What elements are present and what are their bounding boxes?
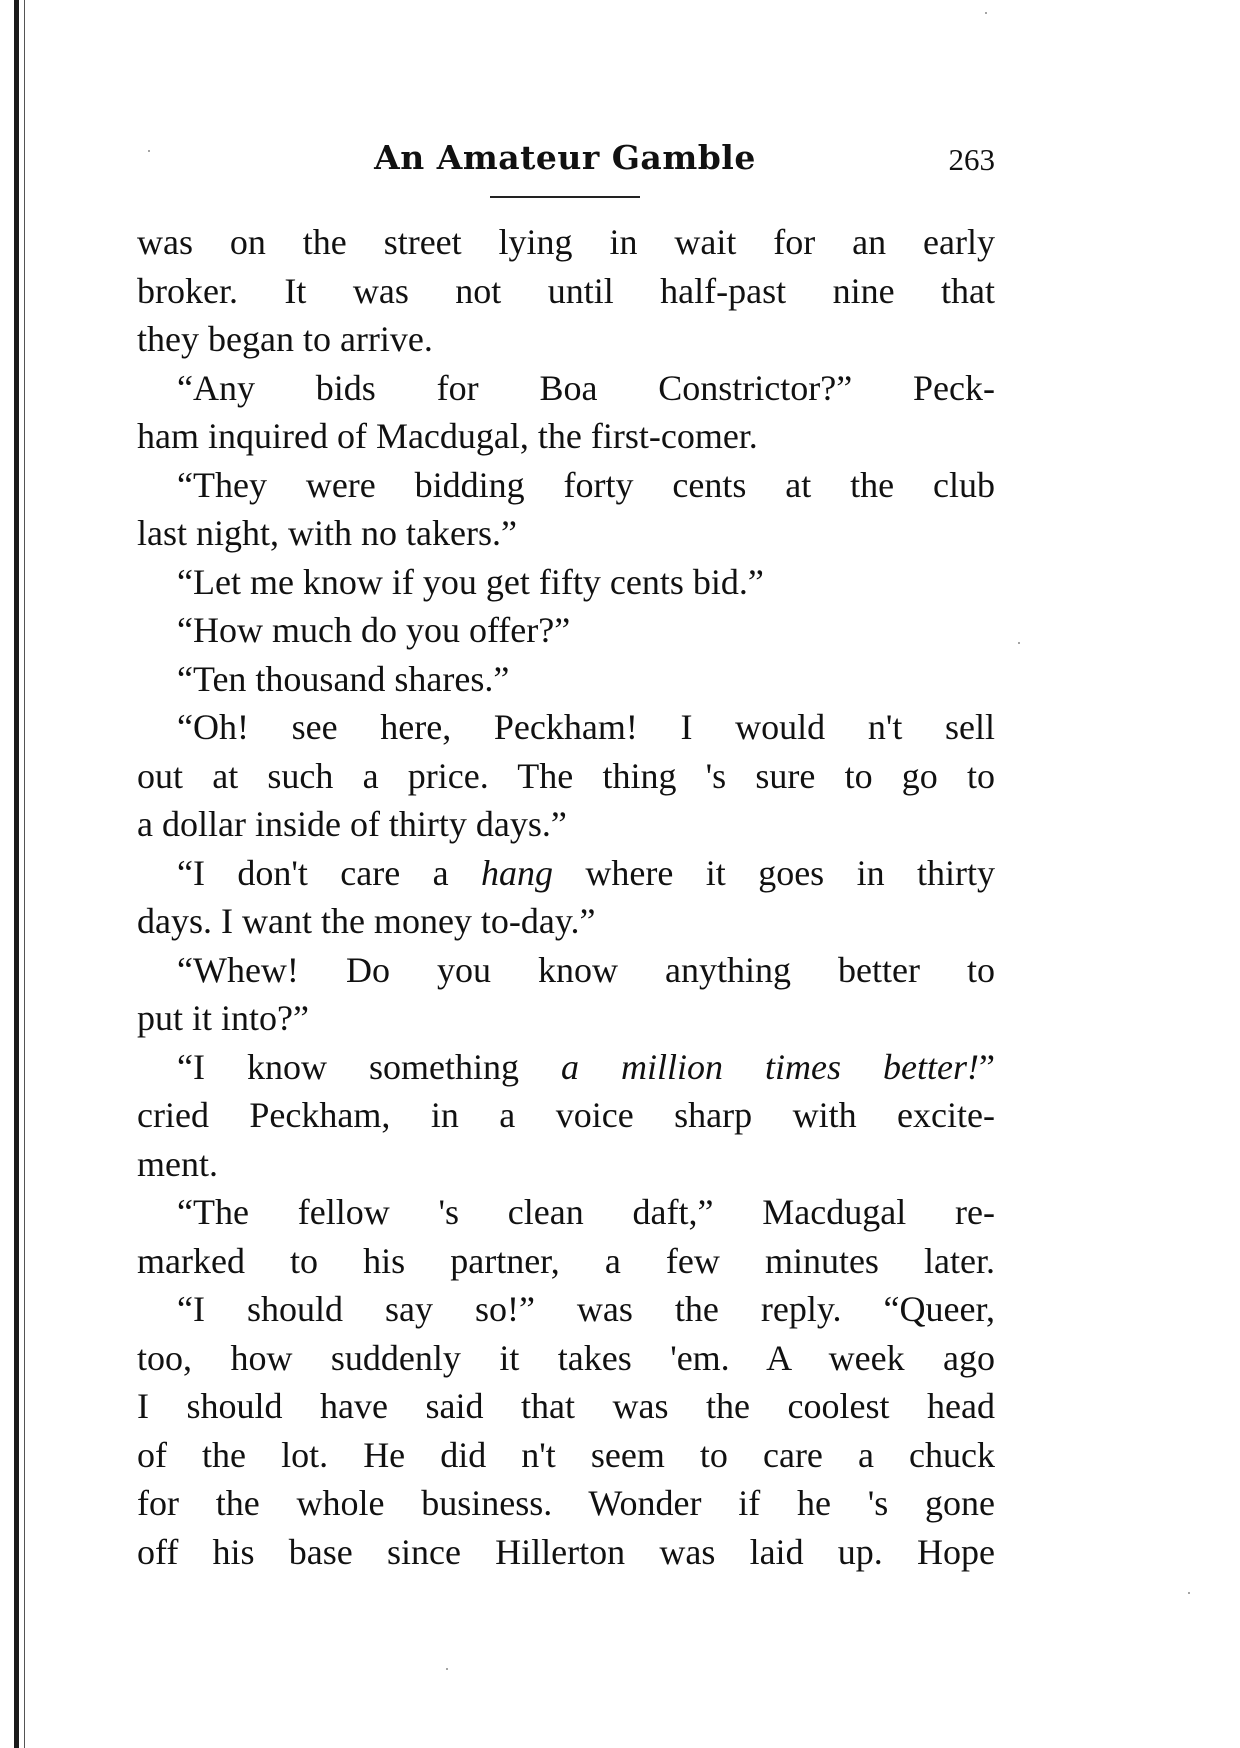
text-line: put it into?” — [137, 998, 309, 1038]
text-line: “I should say so!” was the reply. “Queer, — [177, 1289, 995, 1329]
running-title: An Amateur Gamble — [374, 138, 756, 177]
text-line: days. I want the money to-day.” — [137, 901, 596, 941]
paper-speck — [985, 12, 987, 14]
text-run: where it goes in thirty — [553, 852, 995, 893]
page-number: 263 — [948, 142, 995, 177]
text-line: ham inquired of Macdugal, the first-comer. — [137, 416, 758, 456]
text-line — [137, 1043, 995, 1092]
paper-speck — [1188, 1592, 1190, 1594]
text-line: “Whew! Do you know anything better to — [177, 949, 995, 990]
text-line: too, how suddenly it takes 'em. A week ago — [137, 1337, 995, 1378]
text-line: broker. It was not until half-past nine that — [137, 270, 995, 311]
text-run: “I don't care a — [177, 852, 482, 893]
text-line: out at such a price. The thing 's sure to go to — [137, 755, 995, 796]
text-line: “They were bidding forty cents at the club — [177, 464, 995, 505]
page-binding-edge — [14, 0, 19, 1748]
text-line: they began to arrive. — [137, 319, 433, 359]
page-binding-shadow — [24, 0, 25, 1748]
text-line: marked to his partner, a few minutes later. — [137, 1240, 995, 1281]
text-line: “Oh! see here, Peckham! I would n't sell — [177, 707, 995, 747]
text-run: ” — [979, 1046, 995, 1087]
text-line: “How much do you offer?” — [177, 610, 571, 650]
text-line: last night, with no takers.” — [137, 513, 517, 553]
paper-speck — [446, 1668, 448, 1670]
text-line: was on the street lying in wait for an early — [137, 222, 995, 262]
text-line: “Let me know if you get fifty cents bid.” — [177, 561, 764, 602]
text-line: a dollar inside of thirty days.” — [137, 804, 567, 844]
body-text — [137, 218, 995, 1576]
text-line: “Ten thousand shares.” — [177, 658, 510, 699]
text-line: “The fellow 's clean daft,” Macdugal re- — [177, 1192, 995, 1232]
text-line: cried Peckham, in a voice sharp with excite- — [137, 1095, 995, 1135]
text-run: “I know something — [177, 1046, 561, 1087]
text-line: I should have said that was the coolest head — [137, 1386, 995, 1426]
italic-phrase: a million times better! — [561, 1046, 979, 1087]
text-line: ment. — [137, 1143, 218, 1184]
text-line — [137, 849, 995, 898]
text-line: for the whole business. Wonder if he 's gone — [137, 1483, 995, 1523]
italic-word: hang — [481, 852, 554, 893]
text-line: “Any bids for Boa Constrictor?” Peck- — [177, 367, 995, 408]
running-head — [135, 138, 995, 188]
header-rule — [490, 196, 640, 198]
text-line: off his base since Hillerton was laid up. Hope — [137, 1531, 995, 1572]
paper-speck — [1018, 642, 1020, 644]
text-line: of the lot. He did n't seem to care a chuck — [137, 1434, 995, 1475]
